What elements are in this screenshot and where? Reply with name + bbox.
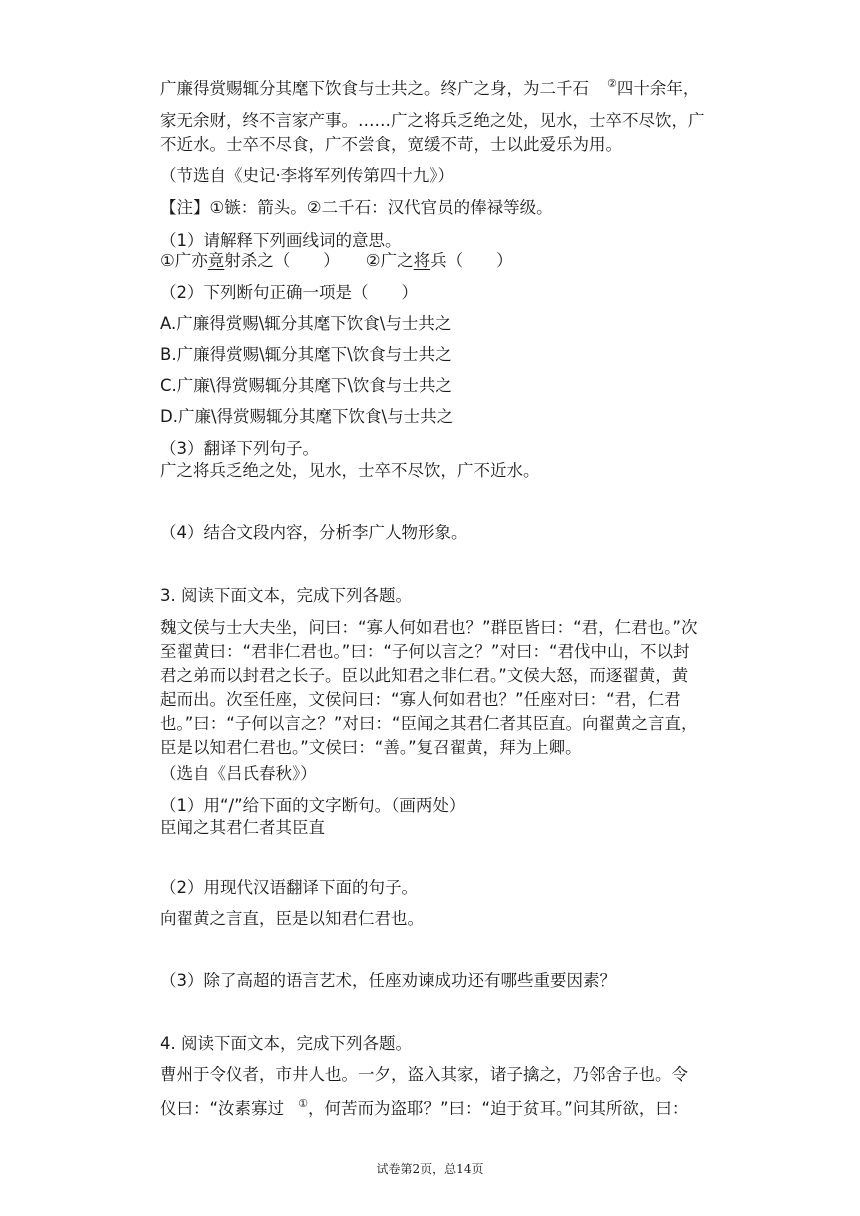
underlined-word: 将	[413, 251, 431, 270]
source-citation: （节选自《史记·李将军列传第四十九》）	[160, 166, 454, 185]
question-2-text: 向翟黄之言直，臣是以知君仁君也。	[160, 909, 424, 928]
question-4: （4）结合文段内容，分析李广人物形象。	[160, 523, 468, 542]
item-suffix: 兵（ ）	[430, 251, 513, 270]
question-1: （1）用“/”给下面的文字断句。（画两处）	[160, 796, 466, 815]
passage-line	[160, 78, 699, 102]
passage-text: 四十余年，	[616, 79, 700, 98]
section-heading: 3. 阅读下面文本，完成下列各题。	[160, 586, 412, 605]
question-1: （1）请解释下列画线词的意思。	[160, 231, 402, 250]
page-footer: 试卷第2页，总14页	[376, 1162, 484, 1176]
source-citation: （选自《吕氏春秋》）	[160, 764, 317, 783]
passage-text: ，何苦而为盗耶？”曰：“迫于贫耳。”问其所欲，曰：	[307, 1099, 689, 1118]
option-d: D.广廉\得赏赐辄分其麾下饮食\与士共之	[160, 407, 454, 426]
passage-text: 仪曰：“汝素寡过	[160, 1099, 285, 1118]
question-1-items	[160, 250, 513, 272]
passage-line: 起而出。次至任座，文侯问曰：“寡人何如君也？”任座对曰：“君，仁君	[160, 690, 681, 709]
item-prefix: ①广亦	[160, 251, 208, 270]
item-prefix: ②广之	[365, 251, 414, 270]
passage-line: 臣是以知君仁君也。”文侯曰：“善。”复召翟黄，拜为上卿。	[160, 738, 582, 757]
option-a: A.广廉得赏赐\辄分其麾下饮食\与士共之	[160, 314, 452, 333]
note-marker: ②	[607, 77, 617, 90]
item-suffix: 射杀之（ ）	[224, 251, 340, 270]
passage-line: 家无余财，终不言家产事。……广之将兵乏绝之处，见水，士卒不尽饮，广	[160, 111, 705, 130]
passage-line: 也。”曰：“子何以言之？”对曰：“臣闻之其君仁者其臣直。向翟黄之言直，	[160, 714, 698, 733]
question-2: （2）用现代汉语翻译下面的句子。	[160, 878, 418, 897]
question-2: （2）下列断句正确一项是（ ）	[160, 283, 418, 302]
annotation-note: 【注】①镞：箭头。②二千石：汉代官员的俸禄等级。	[160, 198, 553, 217]
passage-text: 广廉得赏赐辄分其麾下饮食与士共之。终广之身，为二千石	[160, 79, 589, 98]
question-1-text: 臣闻之其君仁者其臣直	[160, 818, 325, 837]
passage-line: 魏文侯与士大夫坐，问曰：“寡人何如君也？”群臣皆曰：“君，仁君也。”次	[160, 618, 698, 637]
passage-line: 君之弟而以封君之长子。臣以此知君之非仁君。”文侯大怒，而逐翟黄，黄	[160, 666, 689, 685]
note-marker: ①	[298, 1097, 308, 1110]
section-heading: 4. 阅读下面文本，完成下列各题。	[160, 1034, 412, 1053]
question-3-sentence: 广之将兵乏绝之处，见水，士卒不尽饮，广不近水。	[160, 461, 540, 480]
question-3: （3）翻译下列句子。	[160, 439, 319, 458]
option-c: C.广廉\得赏赐辄分其麾下\饮食与士共之	[160, 376, 452, 395]
underlined-word: 竟	[207, 251, 225, 270]
passage-line: 曹州于令仪者，市井人也。一夕，盗入其家，诸子擒之，乃邻舍子也。令	[160, 1065, 688, 1084]
passage-line	[160, 1098, 688, 1122]
question-3: （3）除了高超的语言艺术，任座劝谏成功还有哪些重要因素？	[160, 971, 616, 990]
option-b: B.广廉得赏赐\辄分其麾下\饮食与士共之	[160, 345, 452, 364]
passage-line: 不近水。士卒不尽食，广不尝食，宽缓不苛，士以此爱乐为用。	[160, 135, 622, 154]
passage-line: 至翟黄曰：“君非仁君也。”曰：“子何以言之？”对曰：“君伐中山，不以封	[160, 642, 690, 661]
